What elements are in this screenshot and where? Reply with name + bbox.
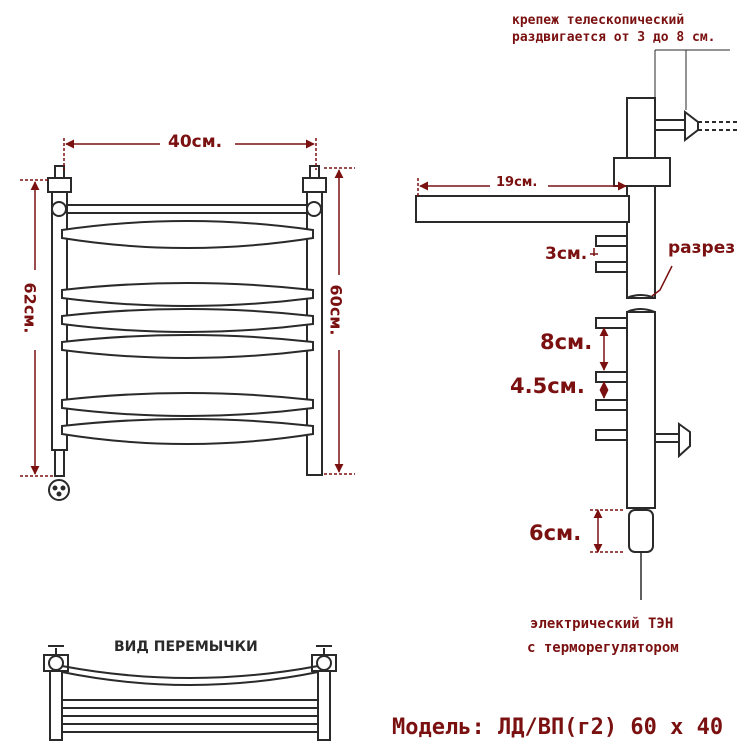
- left-top-fitting: [48, 178, 71, 192]
- heater-label-line1: электрический ТЭН: [530, 616, 674, 632]
- side-view: [416, 50, 738, 600]
- right-top-fitting: [303, 178, 326, 192]
- model-label: Модель: ЛД/ВП(г2) 60 х 40: [392, 715, 724, 740]
- side-pipe-upper: [627, 98, 655, 298]
- height-outer-label: 62см.: [20, 282, 40, 334]
- width-label: 40см.: [168, 132, 223, 152]
- telescopic-label-line2: раздвигается от 3 до 8 см.: [512, 30, 716, 45]
- side-pipe-lower: [627, 312, 655, 508]
- dim-45cm-label: 4.5см.: [510, 374, 585, 398]
- dim-8cm-label: 8см.: [540, 330, 593, 354]
- height-inner-label: 60см.: [326, 284, 346, 336]
- side-top-fitting: [614, 158, 670, 186]
- dim-3cm-label: 3см.: [545, 244, 588, 264]
- heater-plug: [49, 480, 69, 500]
- jumper-view: [44, 646, 336, 740]
- heater-element: [629, 510, 653, 552]
- heater-label-line2: с терморегулятором: [527, 640, 679, 656]
- top-shelf-bar: [416, 196, 629, 222]
- curved-rungs: [62, 221, 313, 444]
- jumper-view-label: ВИД ПЕРЕМЫЧКИ: [114, 639, 258, 655]
- cut-label: разрез: [668, 238, 736, 258]
- dim-6cm-label: 6см.: [529, 521, 582, 545]
- telescopic-label-line1: крепеж телескопический: [512, 13, 685, 28]
- depth-label: 19см.: [496, 175, 538, 190]
- front-view: [48, 166, 326, 500]
